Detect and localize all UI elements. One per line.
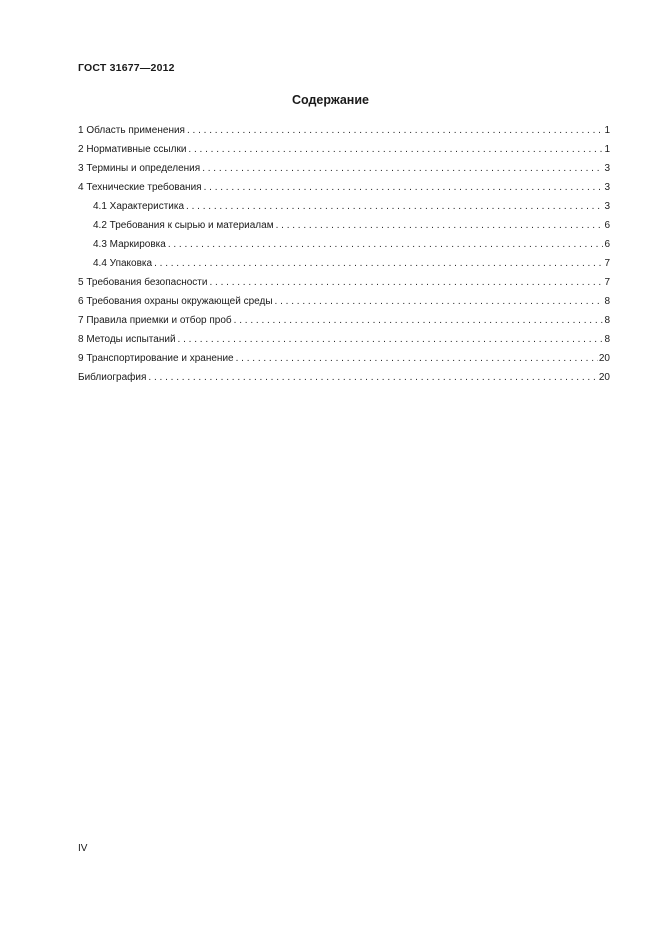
toc-subentry[interactable] — [78, 200, 610, 219]
toc-leader-dots — [234, 314, 604, 328]
toc-entry-page: 1 — [604, 144, 610, 155]
toc-entry-label: 3 Термины и определения — [78, 163, 201, 174]
toc-entry-label: 5 Требования безопасности — [78, 277, 208, 288]
toc-entry[interactable] — [78, 181, 610, 200]
toc-leader-dots — [275, 295, 604, 309]
toc-entry-page: 20 — [598, 372, 610, 383]
table-of-contents — [78, 124, 610, 390]
toc-title: Содержание — [291, 93, 369, 107]
toc-entry-page: 3 — [604, 201, 610, 212]
toc-entry[interactable] — [78, 371, 610, 390]
toc-leader-dots — [148, 371, 597, 385]
toc-entry-label: 4.3 Маркировка — [93, 239, 166, 250]
toc-entry[interactable] — [78, 295, 610, 314]
standard-header: ГОСТ 31677—2012 — [78, 62, 175, 74]
toc-entry-label: 7 Правила приемки и отбор проб — [78, 315, 232, 326]
toc-entry-page: 7 — [604, 277, 610, 288]
toc-leader-dots — [202, 162, 603, 176]
toc-entry-page: 6 — [604, 220, 610, 231]
toc-entry[interactable] — [78, 333, 610, 352]
toc-entry-page: 8 — [604, 334, 610, 345]
toc-leader-dots — [154, 257, 603, 271]
toc-leader-dots — [236, 352, 598, 366]
toc-entry-page: 20 — [598, 353, 610, 364]
toc-subentry[interactable] — [78, 257, 610, 276]
toc-entry-page: 3 — [604, 182, 610, 193]
toc-subentry[interactable] — [78, 219, 610, 238]
toc-entry-label: 4.1 Характеристика — [93, 201, 185, 212]
toc-entry-page: 1 — [604, 125, 610, 136]
toc-entry-label: 1 Область применения — [78, 125, 185, 136]
toc-entry[interactable] — [78, 162, 610, 181]
toc-entry[interactable] — [78, 352, 610, 371]
toc-entry-label: 9 Транспортирование и хранение — [78, 353, 234, 364]
toc-entry-page: 8 — [604, 315, 610, 326]
toc-entry-label: 8 Методы испытаний — [78, 334, 176, 345]
toc-entry-page: 7 — [604, 258, 610, 269]
toc-entry[interactable] — [78, 276, 610, 295]
toc-entry-label: 4.2 Требования к сырью и материалам — [93, 220, 274, 231]
toc-entry-page: 3 — [604, 163, 610, 174]
toc-entry[interactable] — [78, 124, 610, 143]
toc-entry-label: 4.4 Упаковка — [93, 258, 153, 269]
toc-leader-dots — [186, 200, 603, 214]
toc-entry-page: 8 — [604, 296, 610, 307]
toc-subentry[interactable] — [78, 238, 610, 257]
toc-leader-dots — [168, 238, 604, 252]
toc-leader-dots — [188, 143, 603, 157]
page-number: IV — [78, 843, 88, 854]
toc-entry-label: 2 Нормативные ссылки — [78, 144, 187, 155]
toc-leader-dots — [187, 124, 603, 138]
toc-leader-dots — [178, 333, 604, 347]
toc-entry-page: 6 — [604, 239, 610, 250]
toc-entry[interactable] — [78, 143, 610, 162]
toc-entry-label: 4 Технические требования — [78, 182, 202, 193]
toc-entry-label: Библиография — [78, 372, 147, 383]
toc-entry-label: 6 Требования охраны окружающей среды — [78, 296, 273, 307]
toc-entry[interactable] — [78, 314, 610, 333]
toc-leader-dots — [209, 276, 603, 290]
toc-leader-dots — [276, 219, 604, 233]
toc-leader-dots — [204, 181, 604, 195]
